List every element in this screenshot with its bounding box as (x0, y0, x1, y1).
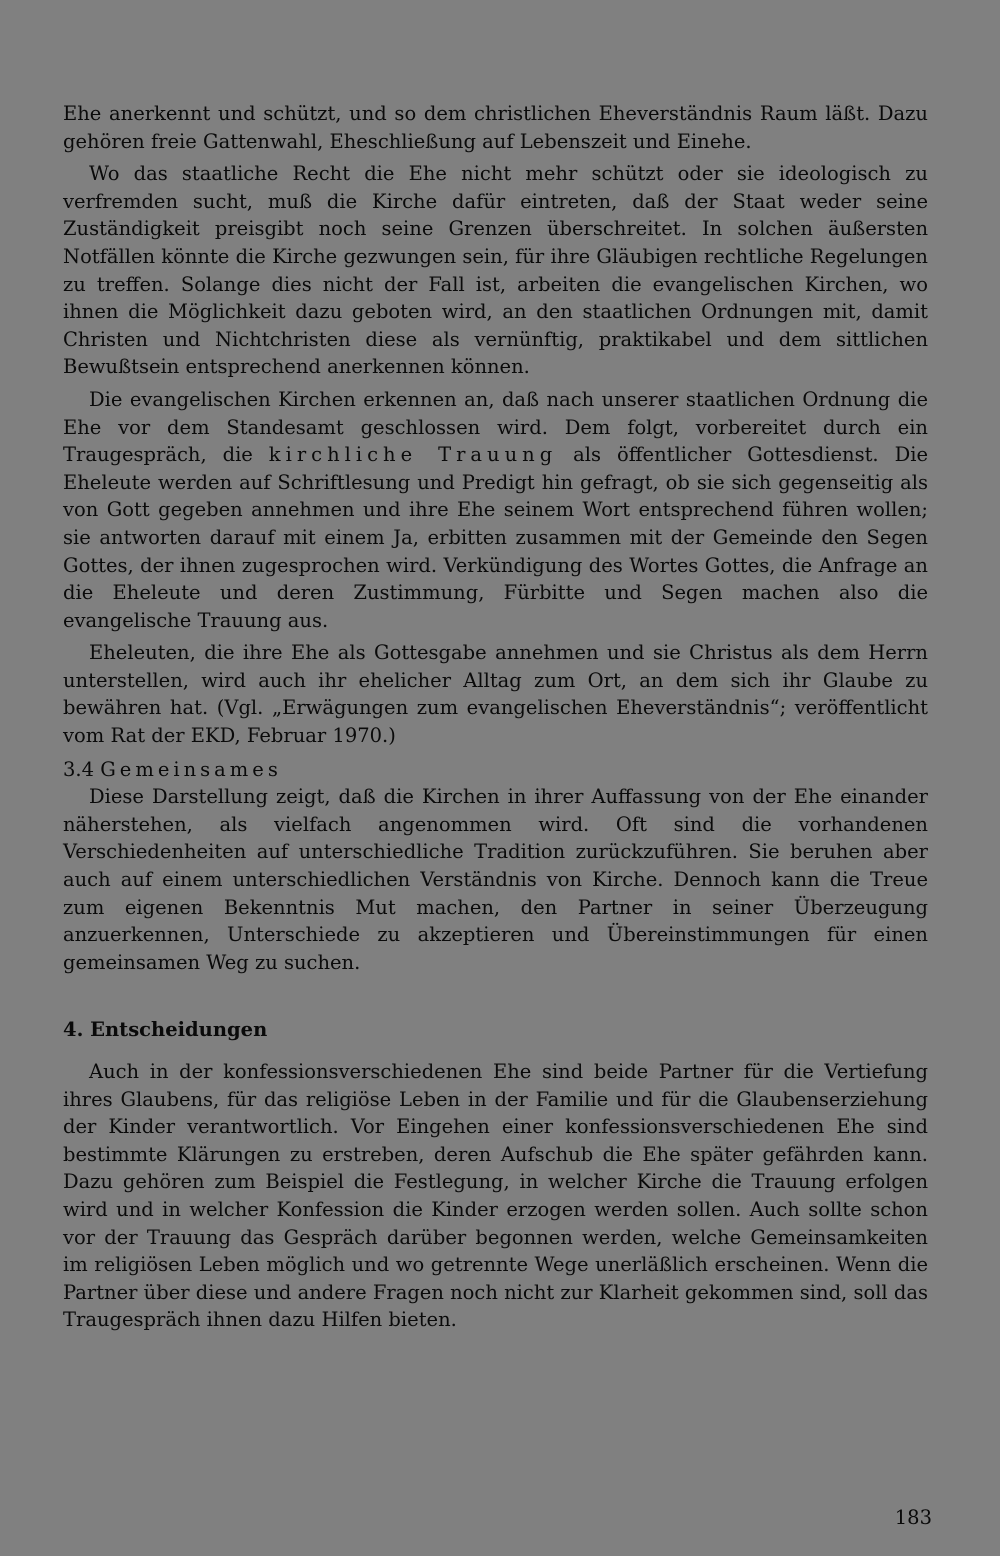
page-number: 183 (894, 1506, 932, 1529)
paragraph-spouses: Eheleuten, die ihre Ehe als Gottesgabe annehmen und sie Christus als dem Herrn unterstellen, wird auch ihr ehelicher Alltag zum Ort, an dem sich ihr Glaube zu bewähren hat. (Vgl. „Erwägungen zum evangelischen Eheverständnis“; veröffentlicht vom Rat der EKD, Februar 1970.) (63, 641, 928, 748)
paragraph-civil-marriage (63, 386, 928, 634)
section-heading-3-4 (63, 756, 928, 784)
paragraph-civil-marriage-part1: Die evangelischen Kirchen erkennen an, daß nach unserer staatlichen Ordnung die Ehe vor dem Standesamt geschlossen wird. Dem folgt, vorbereitet durch ein Traugespräch, die (63, 387, 928, 467)
paragraph-decisions: Auch in der konfessionsverschiedenen Ehe sind beide Partner für die Vertiefung ihres Glaubens, für das religiöse Leben in der Familie und für die Glaubenserziehung der Kinder verantwortlich. Vor Eingehen einer konfessionsverschiedenen Ehe sind bestimmte Klärungen zu erstreben, deren Aufschub die Ehe später gefährden kann. Dazu gehören zum Beispiel die Festlegung, in welcher Kirche die Trauung erfolgen wird und in welcher Konfession die Kinder erzogen werden sollen. Auch sollte schon vor der Trauung das Gespräch darüber begonnen werden, welche Gemeinsamkeiten im religiösen Leben möglich und wo getrennte Wege unerläßlich erscheinen. Wenn die Partner über diese und andere Fragen noch nicht zur Klarheit gekommen sind, soll das Traugespräch ihnen dazu Hilfen bieten. (63, 1060, 928, 1332)
emphasis-kirchliche-trauung: kirchliche Trauung (268, 443, 558, 467)
paragraph-state-law: Wo das staatliche Recht die Ehe nicht mehr schützt oder sie ideologisch zu verfremden sucht, muß die Kirche dafür eintreten, daß der Staat weder seine Zuständigkeit preisgibt noch seine Grenzen überschreitet. In solchen äußersten Notfällen könnte die Kirche gezwungen sein, für ihre Gläubigen rechtliche Regelungen zu treffen. Solange dies nicht der Fall ist, arbeiten die evangelischen Kirchen, wo ihnen die Möglichkeit dazu geboten wird, an den staatlichen Ordnungen mit, damit Christen und Nichtchristen diese als vernünftig, praktikabel und dem sittlichen Bewußtsein entsprechend anerkennen können. (63, 162, 928, 379)
paragraph-continued: Ehe anerkennt und schützt, und so dem christlichen Eheverständnis Raum läßt. Dazu gehören freie Gattenwahl, Eheschließung auf Lebenszeit und Einehe. (63, 102, 928, 153)
paragraph-civil-marriage-part2: als öffentlicher Gottesdienst. Die Eheleute werden auf Schriftlesung und Predigt hin gefragt, ob sie sich gegenseitig als von Gott gegeben annehmen und ihre Ehe seinem Wort entsprechend führen wollen; sie antworten darauf mit einem Ja, erbitten zusammen mit der Gemeinde den Segen Gottes, der ihnen zugesprochen wird. Verkündigung des Wortes Gottes, die Anfrage an die Eheleute und deren Zustimmung, Fürbitte und Segen machen also die evangelische Trauung aus. (63, 443, 928, 632)
section-heading-4: 4. Entscheidungen (63, 1018, 268, 1042)
section-number: 3.4 (63, 757, 95, 781)
section-title: Gemeinsames (100, 757, 282, 781)
paragraph-common-ground: Diese Darstellung zeigt, daß die Kirchen in ihrer Auffassung von der Ehe einander näherstehen, als vielfach angenommen wird. Oft sind die vorhandenen Verschiedenheiten auf unterschiedliche Tradition zurückzuführen. Sie beruhen aber auch auf einem unterschiedlichen Verständnis von Kirche. Dennoch kann die Treue zum eigenen Bekenntnis Mut machen, den Partner in seiner Überzeugung anzuerkennen, Unterschiede zu akzeptieren und Übereinstimmungen für einen gemeinsamen Weg zu suchen. (63, 785, 928, 974)
